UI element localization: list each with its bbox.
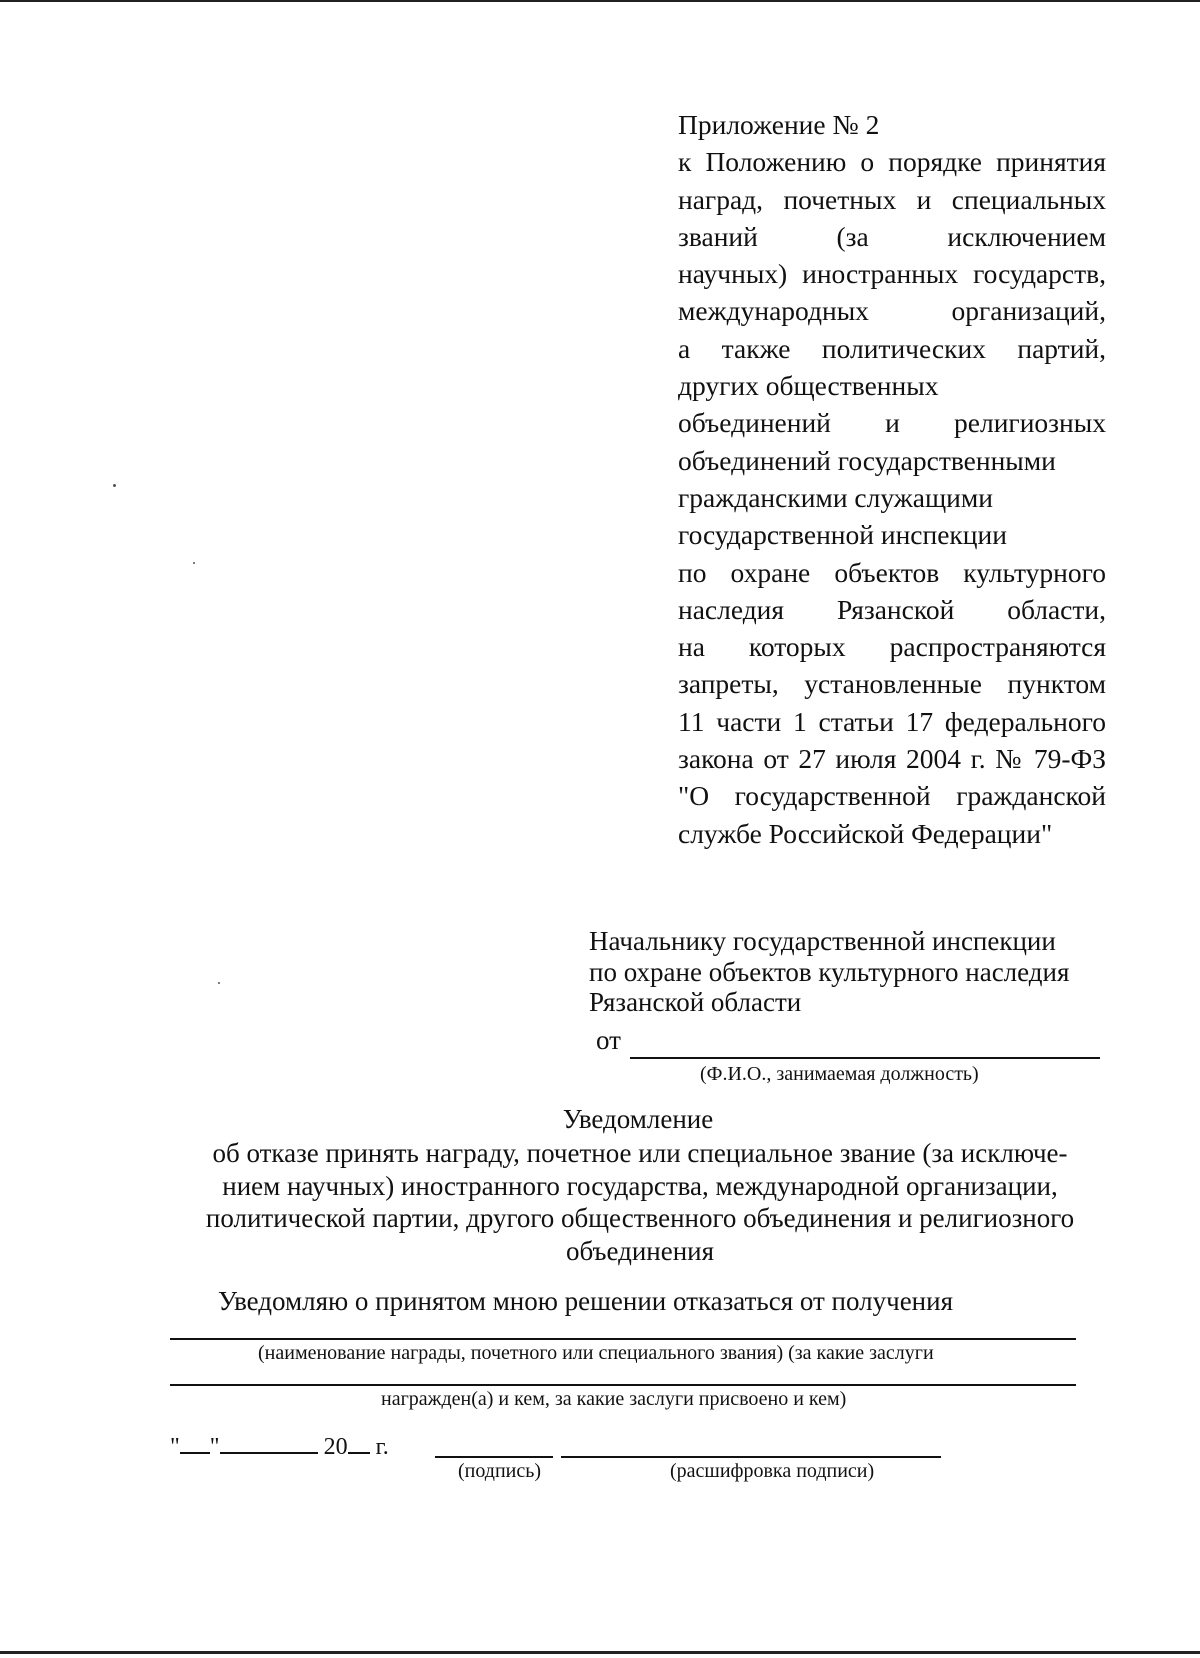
notice-statement: Уведомляю о принятом мною решении отказаться от получения (218, 1286, 953, 1316)
signature-decode-caption: (расшифровка подписи) (670, 1460, 875, 1482)
annex-line: наследия Рязанской области, (678, 593, 1106, 625)
annex-line: званий (за исключением (678, 220, 1106, 252)
annex-line: международных организаций, (678, 295, 1106, 327)
annex-line: 11 части 1 статьи 17 федерального (678, 705, 1106, 737)
from-name-field[interactable] (630, 1057, 1100, 1059)
annex-line: других общественных (678, 370, 939, 402)
addressee-block (589, 926, 1069, 1018)
addressee-line: по охране объектов культурного наследия (589, 956, 1070, 987)
annex-heading: Приложение № 2 (678, 109, 880, 140)
signature-decode-field[interactable] (561, 1456, 941, 1458)
annex-line: объединений и религиозных (678, 407, 1106, 439)
notice-subtitle-line: нием научных) иностранного государства, международной организации, (222, 1170, 1058, 1201)
addressee-line: Начальнику государственной инспекции (589, 926, 1056, 956)
notice-subtitle-line: объединения (565, 1235, 715, 1266)
date-year-suffix: г. (375, 1434, 389, 1460)
scan-speck (218, 982, 220, 984)
annex-block (678, 106, 1106, 852)
annex-line: государственной инспекции (678, 519, 1007, 551)
date-day-field[interactable] (180, 1430, 210, 1454)
annex-line: наград, почетных и специальных (678, 183, 1106, 215)
notice-subtitle-line: политической партии, другого общественного объединения и религиозного (205, 1203, 1075, 1233)
date-year-prefix: 20 (323, 1434, 348, 1460)
date-month-field[interactable] (220, 1430, 318, 1454)
annex-line: "О государственной гражданской (678, 780, 1106, 812)
annex-line: а также политических партий, (678, 332, 1106, 364)
granted-caption: награжден(а) и кем, за какие заслуги присвоено и кем) (381, 1388, 847, 1410)
granted-by-field[interactable] (170, 1384, 1076, 1386)
annex-line: службе Российской Федерации" (678, 817, 1053, 849)
date-quote-close: " (209, 1434, 220, 1460)
from-caption: (Ф.И.О., занимаемая должность) (700, 1063, 979, 1085)
annex-line: объединений государственными (678, 444, 1056, 476)
annex-line: к Положению о порядке принятия (678, 146, 1106, 178)
annex-line: на которых распространяются (678, 631, 1106, 663)
date-row (170, 1430, 389, 1461)
annex-line: закона от 27 июля 2004 г. № 79-ФЗ (678, 743, 1106, 775)
award-caption: (наименование награды, почетного или специального звания) (за какие заслуги (258, 1342, 934, 1364)
annex-line: запреты, установленные пунктом (678, 668, 1106, 700)
date-quote-open: " (170, 1434, 180, 1460)
annex-line: по охране объектов культурного (678, 556, 1106, 588)
date-year-field[interactable] (348, 1430, 370, 1454)
scan-speck (193, 562, 195, 564)
scan-border-top (0, 0, 1200, 2)
addressee-line: Рязанской области (589, 987, 802, 1017)
scan-border-bottom (0, 1651, 1200, 1654)
notice-subtitle-line: об отказе принять награду, почетное или специальное звание (за исключе- (212, 1138, 1068, 1168)
notice-title: Уведомление (562, 1104, 714, 1134)
notice-subtitle (160, 1137, 1120, 1267)
award-name-field[interactable] (170, 1338, 1076, 1340)
signature-field[interactable] (435, 1456, 553, 1458)
from-label: от (596, 1025, 621, 1055)
scan-speck (113, 484, 116, 487)
signature-caption: (подпись) (458, 1460, 542, 1482)
annex-line: гражданскими служащими (678, 481, 993, 513)
annex-line: научных) иностранных государств, (678, 258, 1106, 290)
